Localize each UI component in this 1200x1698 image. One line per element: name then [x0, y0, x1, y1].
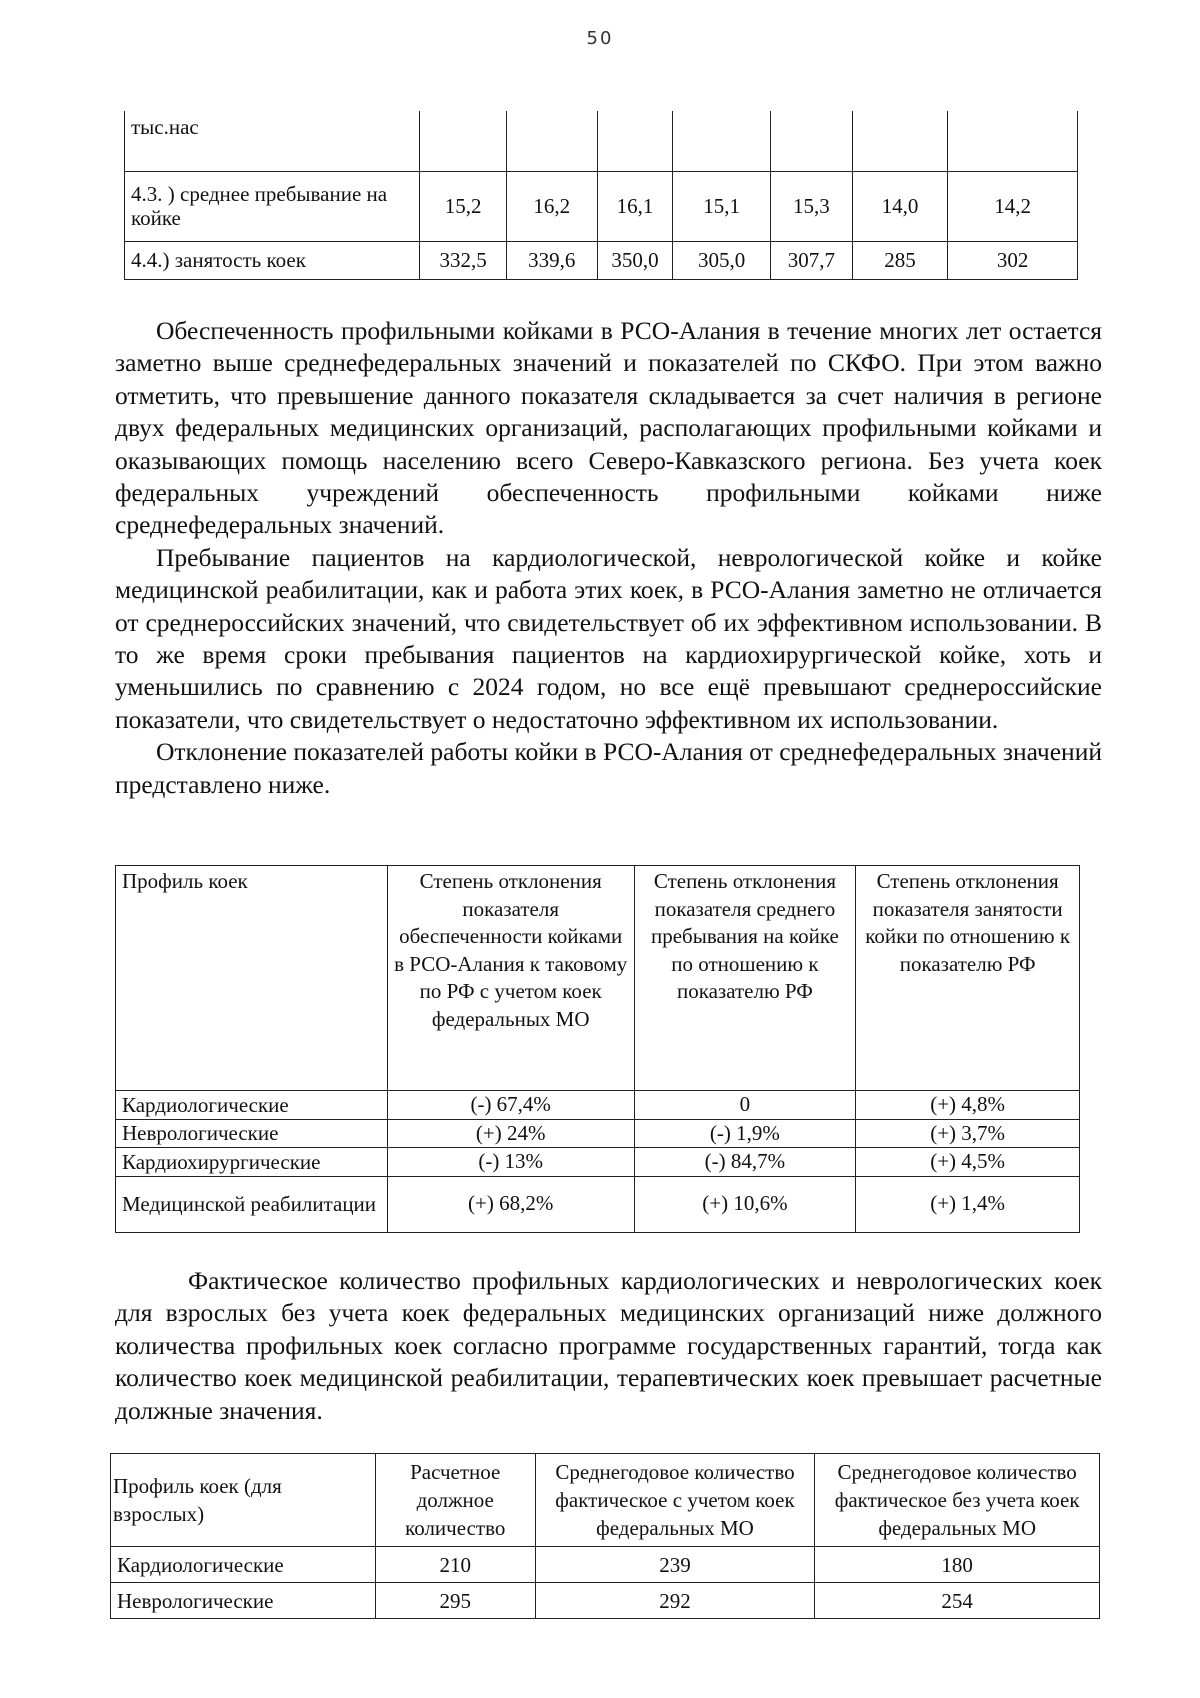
cell: (-) 67,4% — [387, 1091, 634, 1120]
row-label: тыс.нас — [125, 111, 420, 171]
cell — [852, 111, 947, 171]
column-header: Профиль коек — [116, 866, 388, 1091]
body-text-section-2 — [115, 1265, 1102, 1427]
cell: 15,2 — [420, 171, 507, 241]
cell: (+) 3,7% — [856, 1119, 1080, 1148]
cell: 180 — [815, 1547, 1100, 1583]
column-header: Среднегодовое количество фактическое без учета коек федеральных МО — [815, 1454, 1100, 1547]
cell: 14,0 — [852, 171, 947, 241]
cell: 0 — [634, 1091, 856, 1120]
cell — [597, 111, 673, 171]
bed-count-table — [110, 1453, 1100, 1619]
column-header: Профиль коек (для взрослых) — [111, 1454, 376, 1547]
table-row — [116, 1148, 1080, 1177]
cell: (-) 84,7% — [634, 1148, 856, 1177]
bed-indicators-table — [124, 111, 1078, 280]
cell: (-) 13% — [387, 1148, 634, 1177]
cell — [770, 111, 852, 171]
table-row — [116, 1176, 1080, 1232]
row-label: 4.4.) занятость коек — [125, 241, 420, 279]
table-row — [125, 241, 1078, 279]
cell — [948, 111, 1078, 171]
cell: 285 — [852, 241, 947, 279]
table-row — [116, 1119, 1080, 1148]
column-header: Степень отклонения показателя среднего пребывания на койке по отношению к показателю РФ — [634, 866, 856, 1091]
row-label: 4.3. ) среднее пребывание на койке — [125, 171, 420, 241]
cell: 339,6 — [506, 241, 597, 279]
table-row — [111, 1583, 1100, 1619]
cell: (+) 1,4% — [856, 1176, 1080, 1232]
cell: 16,1 — [597, 171, 673, 241]
cell: (+) 24% — [387, 1119, 634, 1148]
cell: 350,0 — [597, 241, 673, 279]
cell: 295 — [375, 1583, 535, 1619]
cell: 15,1 — [673, 171, 770, 241]
paragraph: Пребывание пациентов на кардиологической, неврологической койке и койке медицинской реабилитации, как и работа этих коек, в РСО-Алания заметно не отличается от среднероссийских значений, что свидетельствует об их эффективном использовании. В то же время сроки пребывания пациентов на кардиохирургической койке, хоть и уменьшились по сравнению с 2024 годом, но все ещё превышают среднероссийские показатели, что свидетельствует о недостаточно эффективном их использовании. — [115, 542, 1102, 734]
table-header-row — [116, 866, 1080, 1091]
column-header: Среднегодовое количество фактическое с учетом коек федеральных МО — [535, 1454, 815, 1547]
cell: (+) 4,5% — [856, 1148, 1080, 1177]
cell: (+) 10,6% — [634, 1176, 856, 1232]
cell: (+) 4,8% — [856, 1091, 1080, 1120]
column-header: Степень отклонения показателя занятости койки по отношению к показателю РФ — [856, 866, 1080, 1091]
column-header: Степень отклонения показателя обеспеченности койками в РСО-Алания к таковому по РФ с учетом коек федеральных МО — [387, 866, 634, 1091]
row-label: Неврологические — [116, 1119, 388, 1148]
row-label: Неврологические — [111, 1583, 376, 1619]
deviation-table — [115, 865, 1080, 1233]
row-label: Кардиохирургические — [116, 1148, 388, 1177]
row-label: Медицинской реабилитации — [116, 1176, 388, 1232]
cell: 16,2 — [506, 171, 597, 241]
cell: 210 — [375, 1547, 535, 1583]
table-row — [116, 1091, 1080, 1120]
table-header-row — [111, 1454, 1100, 1547]
column-header: Расчетное должное количество — [375, 1454, 535, 1547]
cell — [506, 111, 597, 171]
cell — [420, 111, 507, 171]
cell: (-) 1,9% — [634, 1119, 856, 1148]
cell: 305,0 — [673, 241, 770, 279]
cell: 239 — [535, 1547, 815, 1583]
row-label: Кардиологические — [116, 1091, 388, 1120]
page-number: 50 — [586, 28, 614, 49]
table-row — [125, 171, 1078, 241]
paragraph: Отклонение показателей работы койки в РСО-Алания от среднефедеральных значений представлено ниже. — [115, 737, 1102, 799]
cell: 307,7 — [770, 241, 852, 279]
cell: (+) 68,2% — [387, 1176, 634, 1232]
body-text-section-1 — [115, 315, 1102, 801]
cell: 14,2 — [948, 171, 1078, 241]
cell: 302 — [948, 241, 1078, 279]
row-label: Кардиологические — [111, 1547, 376, 1583]
paragraph: Фактическое количество профильных кардиологических и неврологических коек для взрослых без учета коек федеральных медицинских организаций ниже должного количества профильных коек согласно программе государственных гарантий, тогда как количество коек медицинской реабилитации, терапевтических коек превышает расчетные должные значения. — [115, 1266, 1102, 1425]
cell: 292 — [535, 1583, 815, 1619]
cell: 15,3 — [770, 171, 852, 241]
cell: 332,5 — [420, 241, 507, 279]
paragraph: Обеспеченность профильными койками в РСО-Алания в течение многих лет остается заметно выше среднефедеральных значений и показателей по СКФО. При этом важно отметить, что превышение данного показателя складывается за счет наличия в регионе двух федеральных медицинских организаций, располагающих профильными койками и оказывающих помощь населению всего Северо-Кавказского региона. Без учета коек федеральных учреждений обеспеченность профильными койками ниже среднефедеральных значений. — [115, 316, 1102, 540]
cell — [673, 111, 770, 171]
table-row — [111, 1547, 1100, 1583]
table-row — [125, 111, 1078, 171]
cell: 254 — [815, 1583, 1100, 1619]
